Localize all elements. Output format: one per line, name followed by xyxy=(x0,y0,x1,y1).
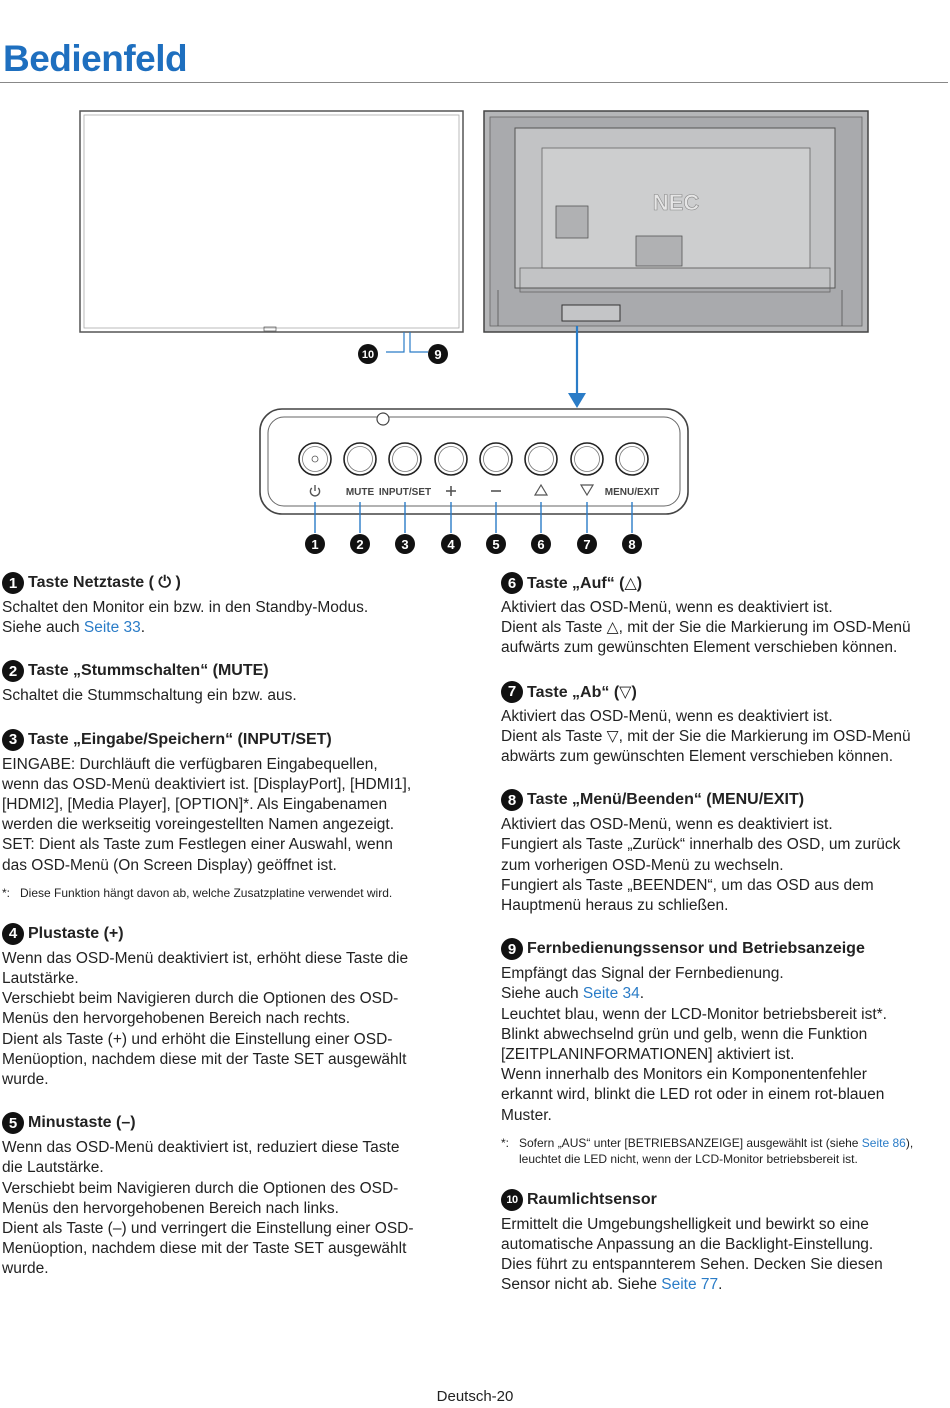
callout-4-label: 4 xyxy=(447,537,455,552)
callout-5 xyxy=(486,534,506,554)
body-line: Fungiert als Taste „Zurück“ innerhalb des OSD, um zurück xyxy=(501,836,901,854)
right-column xyxy=(501,570,950,1316)
footnote-mark: *: xyxy=(2,885,11,900)
body-line: [ZEITPLANINFORMATIONEN] aktiviert ist. xyxy=(501,1046,795,1064)
see-also-suffix: . xyxy=(639,985,645,1003)
body-line: die Lautstärke. xyxy=(2,1159,104,1177)
item-heading xyxy=(501,679,950,705)
callout-2-label: 2 xyxy=(356,537,364,552)
item-heading xyxy=(501,936,950,962)
monitor-front xyxy=(80,111,463,352)
callout-3-label: 3 xyxy=(401,537,409,552)
body-line: Aktiviert das OSD-Menü, wenn es deaktiviert ist. xyxy=(501,599,833,616)
body-line-with-link xyxy=(2,618,457,638)
body-line: Dient als Taste ▽, mit der Sie die Markierung im OSD-Menü xyxy=(501,727,911,745)
callout-1-label: 1 xyxy=(311,537,319,552)
last-line-prefix: Sensor nicht ab. Siehe xyxy=(501,1276,662,1294)
footnote-post: ), leuchtet die LED nicht, wenn der LCD-Monitor betriebsbereit ist. xyxy=(519,1135,914,1166)
footnote-text: Diese Funktion hängt davon ab, welche Zusatzplatine verwendet wird. xyxy=(20,885,393,900)
item-number-badge: 2 xyxy=(2,660,24,682)
item-body xyxy=(2,686,457,706)
last-line-suffix: . xyxy=(718,1276,723,1294)
body-line: Wenn das OSD-Menü deaktiviert ist, reduziert diese Taste xyxy=(2,1139,400,1157)
body-line: Dient als Taste (–) und verringert die Einstellung einer OSD- xyxy=(2,1220,414,1238)
callout-8 xyxy=(622,534,642,554)
item-heading xyxy=(501,787,950,813)
nec-logo: NEC xyxy=(652,190,700,215)
item-6 xyxy=(501,570,950,659)
panel-callouts xyxy=(305,534,642,554)
item-body xyxy=(501,1215,950,1296)
body-line: Hauptmenü heraus zu schließen. xyxy=(501,897,729,915)
item-heading xyxy=(2,1110,457,1136)
body-line: Muster. xyxy=(501,1106,552,1124)
page-number: Deutsch-20 xyxy=(436,1388,514,1405)
body-line: Aktiviert das OSD-Menü, wenn es deaktiviert ist. xyxy=(501,707,833,725)
page-title: Bedienfeld xyxy=(3,38,188,79)
item-body xyxy=(501,707,950,768)
item-heading-text: Fernbedienungssensor und Betriebsanzeige xyxy=(527,940,865,958)
footnote-pre: Sofern „AUS“ unter [BETRIEBSANZEIGE] ausgewählt ist (siehe xyxy=(519,1135,862,1150)
item-heading xyxy=(501,1187,950,1213)
item-5 xyxy=(2,1110,457,1279)
body-line: Ermittelt die Umgebungshelligkeit und bewirkt so eine xyxy=(501,1215,869,1233)
footnote-mark: *: xyxy=(501,1135,510,1150)
body-line: Menüs den hervorgehobenen Bereich nach links. xyxy=(2,1199,339,1217)
item-heading xyxy=(2,727,457,753)
callout-10-label: 10 xyxy=(361,349,375,361)
page-link[interactable]: Seite 86 xyxy=(861,1135,906,1150)
item-number-badge: 9 xyxy=(501,938,523,960)
body-line: Blinkt abwechselnd grün und gelb, wenn die Funktion xyxy=(501,1025,868,1043)
callout-5-label: 5 xyxy=(492,537,500,552)
item-heading-text: Taste „Auf“ (△) xyxy=(527,575,643,592)
item-heading xyxy=(2,921,457,947)
body-line: werden die werkseitig voreingestellten Namen angezeigt. xyxy=(2,816,395,834)
panel-label-8: MENU/EXIT xyxy=(604,487,660,498)
item-body xyxy=(501,815,950,916)
body-line: Verschiebt beim Navigieren durch die Optionen des OSD- xyxy=(2,990,399,1008)
item-heading-text: Taste „Ab“ (▽) xyxy=(527,683,637,701)
callout-9-label: 9 xyxy=(434,347,442,362)
body-line: Verschiebt beim Navigieren durch die Optionen des OSD- xyxy=(2,1179,399,1197)
body-line: Schaltet die Stummschaltung ein bzw. aus. xyxy=(2,687,297,705)
item-number-badge: 4 xyxy=(2,923,24,945)
body-line: [HDMI2], [Media Player], [OPTION]*. Als Eingabenamen xyxy=(2,796,388,814)
body-line: das OSD-Menü (On Screen Display) geöffnet ist. xyxy=(2,856,337,874)
callout-8-label: 8 xyxy=(628,537,636,552)
monitor-diagram xyxy=(0,0,950,560)
callout-1 xyxy=(305,534,325,554)
item-heading-text: Minustaste (–) xyxy=(28,1114,136,1132)
item-10 xyxy=(501,1187,950,1296)
see-also-prefix: Siehe auch xyxy=(2,619,84,637)
callout-6 xyxy=(531,534,551,554)
item-heading-text: Plustaste (+) xyxy=(28,924,124,942)
page-link[interactable]: Seite 33 xyxy=(83,619,141,637)
body-line: erkannt wird, blinkt die LED rot oder in einem rot-blauen xyxy=(501,1086,885,1104)
body-line: automatische Anpassung an die Backlight-Einstellung. xyxy=(501,1236,874,1254)
body-line: Aktiviert das OSD-Menü, wenn es deaktiviert ist. xyxy=(501,816,833,834)
zoom-arrow xyxy=(568,326,586,408)
callout-7-label: 7 xyxy=(583,537,591,552)
item-7 xyxy=(501,679,950,768)
body-line: Dies führt zu entspannterem Sehen. Decken Sie diesen xyxy=(501,1256,883,1274)
body-line: SET: Dient als Taste zum Festlegen einer Auswahl, wenn xyxy=(2,836,393,854)
footnote-text xyxy=(519,1135,950,1167)
body-line: wenn das OSD-Menü deaktiviert ist. [DisplayPort], [HDMI1], xyxy=(2,775,412,793)
body-line: Menüoption, nachdem diese mit der Taste SET ausgewählt xyxy=(2,1050,407,1068)
item-heading xyxy=(2,570,457,596)
body-line: abwärts zum gewünschten Element verschieben können. xyxy=(501,748,894,766)
body-line: Menüoption, nachdem diese mit der Taste SET ausgewählt xyxy=(2,1240,407,1258)
footnote xyxy=(2,885,457,901)
body-line: Dient als Taste △, mit der Sie die Markierung im OSD-Menü xyxy=(501,619,911,637)
item-number-badge: 10 xyxy=(501,1189,523,1211)
item-heading-text: Taste „Menü/Beenden“ (MENU/EXIT) xyxy=(527,791,805,809)
callout-2 xyxy=(350,534,370,554)
body-line-with-link xyxy=(501,984,950,1004)
item-body xyxy=(2,755,457,876)
body-line: Wenn das OSD-Menü deaktiviert ist, erhöht diese Taste die xyxy=(2,949,409,967)
item-number-badge: 8 xyxy=(501,789,523,811)
item-body xyxy=(2,1138,457,1279)
monitor-rear xyxy=(484,111,868,332)
body-line: Wenn innerhalb des Monitors ein Komponentenfehler xyxy=(501,1066,867,1084)
see-also-suffix: . xyxy=(140,619,146,637)
item-body xyxy=(501,964,950,1126)
see-also-prefix: Siehe auch xyxy=(501,985,583,1003)
body-line: Empfängt das Signal der Fernbedienung. xyxy=(501,965,784,983)
item-body xyxy=(501,598,950,659)
item-heading xyxy=(2,658,457,684)
item-number-badge: 5 xyxy=(2,1112,24,1134)
item-number-badge: 3 xyxy=(2,729,24,751)
footnote xyxy=(501,1135,950,1167)
item-number-badge: 1 xyxy=(2,572,24,594)
callout-4 xyxy=(441,534,461,554)
item-2 xyxy=(2,658,457,706)
body-line-with-link xyxy=(501,1275,950,1295)
page-link[interactable]: Seite 34 xyxy=(582,985,640,1003)
body-line: EINGABE: Durchläuft die verfügbaren Eingabequellen, xyxy=(2,755,378,773)
item-4 xyxy=(2,921,457,1090)
body-line: Schaltet den Monitor ein bzw. in den Standby-Modus. xyxy=(2,599,369,616)
body-line: Dient als Taste (+) und erhöht die Einstellung einer OSD- xyxy=(2,1030,393,1048)
body-line: Menüs den hervorgehobenen Bereich nach rechts. xyxy=(2,1010,351,1028)
callout-7 xyxy=(577,534,597,554)
panel-label-3: INPUT/SET xyxy=(378,487,432,498)
callout-10 xyxy=(358,344,378,364)
left-column xyxy=(2,570,457,1300)
callout-9 xyxy=(428,344,448,364)
callout-6-label: 6 xyxy=(537,537,545,552)
body-line: Leuchtet blau, wenn der LCD-Monitor betriebsbereit ist*. xyxy=(501,1005,887,1023)
body-line: Fungiert als Taste „BEENDEN“, um das OSD aus dem xyxy=(501,876,874,894)
item-number-badge: 7 xyxy=(501,681,523,703)
body-line: Lautstärke. xyxy=(2,970,79,988)
body-line: zum vorherigen OSD-Menü zu wechseln. xyxy=(501,856,784,874)
panel-label-2: MUTE xyxy=(345,487,375,498)
item-heading xyxy=(501,570,950,596)
item-3 xyxy=(2,727,457,901)
item-heading-text: Raumlichtsensor xyxy=(527,1190,657,1208)
item-9 xyxy=(501,936,950,1167)
body-line: aufwärts zum gewünschten Element verschieben können. xyxy=(501,639,898,657)
item-heading-text: Taste Netztaste ( ⏻ ) xyxy=(28,574,181,591)
item-number-badge: 6 xyxy=(501,572,523,594)
body-line: wurde. xyxy=(2,1071,49,1089)
item-8 xyxy=(501,787,950,916)
item-body xyxy=(2,949,457,1090)
item-body xyxy=(2,598,457,638)
item-heading-text: Taste „Stummschalten“ (MUTE) xyxy=(28,662,269,680)
callout-3 xyxy=(395,534,415,554)
body-line: wurde. xyxy=(2,1260,49,1278)
item-heading-text: Taste „Eingabe/Speichern“ (INPUT/SET) xyxy=(28,730,332,748)
item-1 xyxy=(2,570,457,638)
page-link[interactable]: Seite 77 xyxy=(661,1276,719,1294)
